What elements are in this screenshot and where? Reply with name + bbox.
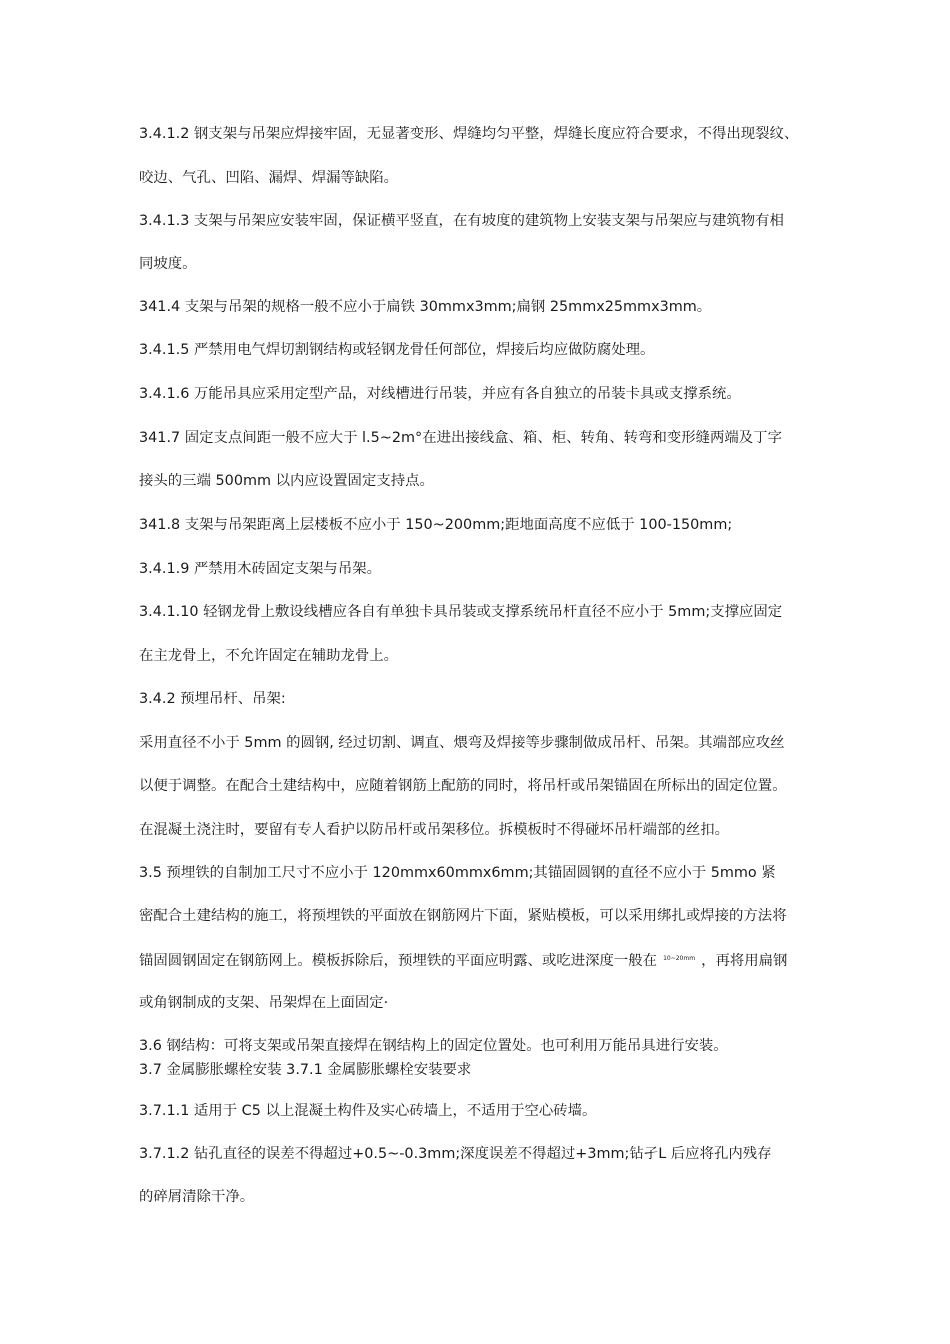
superscript-depth: 10~20mm (663, 955, 696, 962)
text-line: 在混凝土浇注时，要留有专人看护以防吊杆或吊架移位。拆模板时不得碰坏吊杆端部的丝扣。 (139, 822, 730, 838)
text-line: 3.4.1.10 轻钢龙骨上敷设线槽应各自有单独卡具吊装或支撑系统吊杆直径不应小于 5mm;支撑应固定 (139, 604, 783, 620)
text-line: 3.6 钢结构：可将支架或吊架直接焊在钢结构上的固定位置处。也可利用万能吊具进行安装。 (139, 1038, 728, 1054)
text-line: 接头的三端 500mm 以内应设置固定支持点。 (139, 473, 434, 489)
text-line: 341.4 支架与吊架的规格一般不应小于扁铁 30mmx3mm;扁钢 25mmx25mmx3mm。 (139, 299, 712, 315)
text-line (139, 949, 829, 971)
text-line: 或角钢制成的支架、吊架焊在上面固定· (139, 995, 389, 1011)
text-line: 3.7.1.1 适用于 C5 以上混凝土构件及实心砖墙上，不适用于空心砖墙。 (139, 1103, 597, 1119)
text-segment: 锚固圆钢固定在钢筋网上。模板拆除后，预埋铁的平面应明露、或吃进深度一般在 (139, 953, 658, 969)
text-line: 3.4.1.2 钢支架与吊架应焊接牢固，无显著变形、焊缝均匀平整，焊缝长度应符合要求，不得出现裂纹、 (139, 126, 799, 142)
text-line: 的碎屑清除干净。 (139, 1189, 255, 1205)
text-line: 咬边、气孔、凹陷、漏焊、焊漏等缺陷。 (139, 170, 399, 186)
text-line: 341.8 支架与吊架距离上层楼板不应小于 150~200mm;距地面高度不应低于 100-150mm; (139, 517, 733, 533)
text-line: 3.4.1.6 万能吊具应采用定型产品，对线槽进行吊装，并应有各自独立的吊装卡具或支撑系统。 (139, 386, 741, 402)
text-line: 采用直径不小于 5mm 的圆钢, 经过切割、调直、煨弯及焊接等步骤制做成吊杆、吊架。其端部应攻丝 (139, 735, 785, 751)
text-line: 3.7.1.2 钻孔直径的误差不得超过+0.5~-0.3mm;深度误差不得超过+3mm;钻孑L 后应将孔内残存 (139, 1146, 772, 1162)
text-line: 3.5 预埋铁的自制加工尺寸不应小于 120mmx60mmx6mm;其锚固圆钢的直径不应小于 5mmo 紧 (139, 865, 776, 881)
text-line: 以便于调整。在配合土建结构中，应随着钢筋上配筋的同时，将吊杆或吊架锚固在所标出的固定位置。 (139, 778, 787, 794)
text-line: 同坡度。 (139, 256, 197, 272)
text-line: 在主龙骨上，不允许固定在辅助龙骨上。 (139, 648, 399, 664)
text-line: 3.4.1.5 严禁用电气焊切割钢结构或轻钢龙骨任何部位，焊接后均应做防腐处理。 (139, 342, 655, 358)
text-line: 3.7 金属膨胀螺栓安装 3.7.1 金属膨胀螺栓安装要求 (139, 1062, 472, 1078)
section-heading: 3.4.2 预埋吊杆、吊架: (139, 691, 286, 707)
text-segment: ，再将用扁钢 (701, 953, 788, 969)
text-line: 3.4.1.9 严禁用木砖固定支架与吊架。 (139, 561, 381, 577)
text-line: 341.7 固定支点间距一般不应大于 l.5~2m°在进出接线盒、箱、柜、转角、转弯和变形缝两端及丁字 (139, 430, 782, 446)
text-line: 3.4.1.3 支架与吊架应安装牢固，保证横平竖直，在有坡度的建筑物上安装支架与吊架应与建筑物有相 (139, 213, 784, 229)
text-line: 密配合土建结构的施工，将预埋铁的平面放在钢筋网片下面，紧贴模板，可以采用绑扎或焊接的方法将 (139, 908, 787, 924)
